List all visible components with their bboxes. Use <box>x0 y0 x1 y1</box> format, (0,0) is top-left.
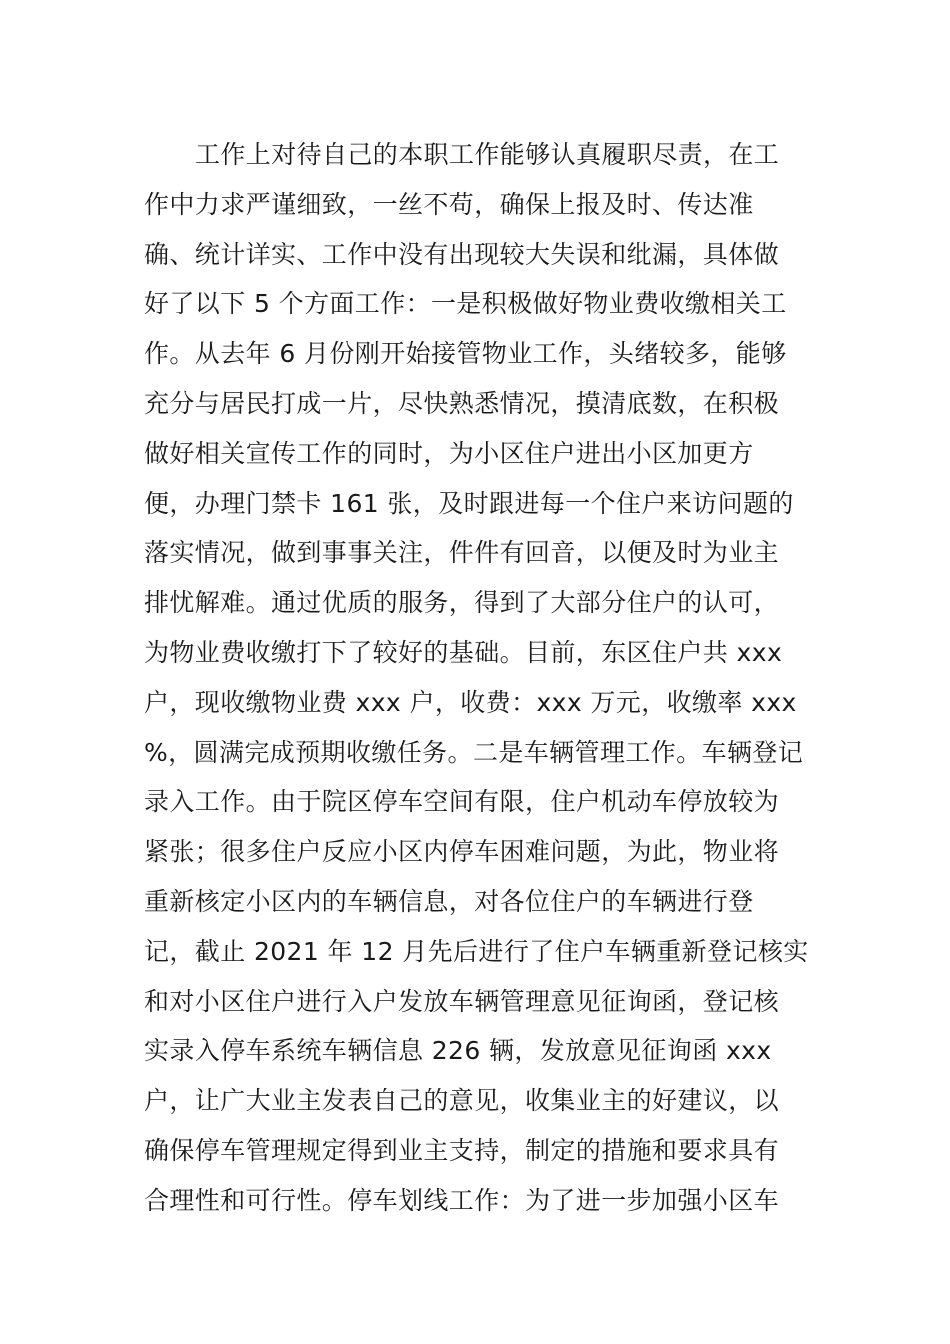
paragraph-line: 紧张；很多住户反应小区内停车困难问题，为此，物业将 <box>144 837 780 867</box>
paragraph-line: 作中力求严谨细致，一丝不苟，确保上报及时、传达准 <box>144 189 754 219</box>
body-paragraph <box>144 130 824 1226</box>
paragraph-line: 充分与居民打成一片，尽快熟悉情况，摸清底数，在积极 <box>144 388 780 418</box>
paragraph-line: 录入工作。由于院区停车空间有限，住户机动车停放较为 <box>144 787 780 817</box>
paragraph-line: 好了以下 5 个方面工作：一是积极做好物业费收缴相关工 <box>144 289 787 319</box>
paragraph-line: 户，现收缴物业费 xxx 户，收费：xxx 万元，收缴率 xxx <box>144 687 797 717</box>
paragraph-line: 和对小区住户进行入户发放车辆管理意见征询函，登记核 <box>144 986 780 1016</box>
paragraph-line: 实录入停车系统车辆信息 226 辆，发放意见征询函 xxx <box>144 1036 772 1066</box>
paragraph-line: 作。从去年 6 月份刚开始接管物业工作，头绪较多，能够 <box>144 339 787 369</box>
paragraph-line: 便，办理门禁卡 161 张，及时跟进每一个住户来访问题的 <box>144 488 794 518</box>
paragraph-line: 记，截止 2021 年 12 月先后进行了住户车辆重新登记核实 <box>144 936 809 966</box>
paragraph-line: %，圆满完成预期收缴任务。二是车辆管理工作。车辆登记 <box>144 737 804 767</box>
paragraph-line: 确、统计详实、工作中没有出现较大失误和纰漏，具体做 <box>144 239 780 269</box>
paragraph-line: 排忧解难。通过优质的服务，得到了大部分住户的认可， <box>144 588 780 618</box>
paragraph-line: 做好相关宣传工作的同时，为小区住户进出小区加更方 <box>144 438 754 468</box>
paragraph-line: 合理性和可行性。停车划线工作：为了进一步加强小区车 <box>144 1185 780 1215</box>
paragraph-line: 工作上对待自己的本职工作能够认真履职尽责，在工 <box>195 140 780 169</box>
paragraph-line: 重新核定小区内的车辆信息，对各位住户的车辆进行登 <box>144 886 754 916</box>
paragraph-line: 落实情况，做到事事关注，件件有回音，以便及时为业主 <box>144 538 780 568</box>
paragraph-line: 为物业费收缴打下了较好的基础。目前，东区住户共 xxx <box>144 637 783 667</box>
paragraph-line: 确保停车管理规定得到业主支持，制定的措施和要求具有 <box>144 1135 780 1165</box>
paragraph-line: 户，让广大业主发表自己的意见，收集业主的好建议，以 <box>144 1086 780 1116</box>
